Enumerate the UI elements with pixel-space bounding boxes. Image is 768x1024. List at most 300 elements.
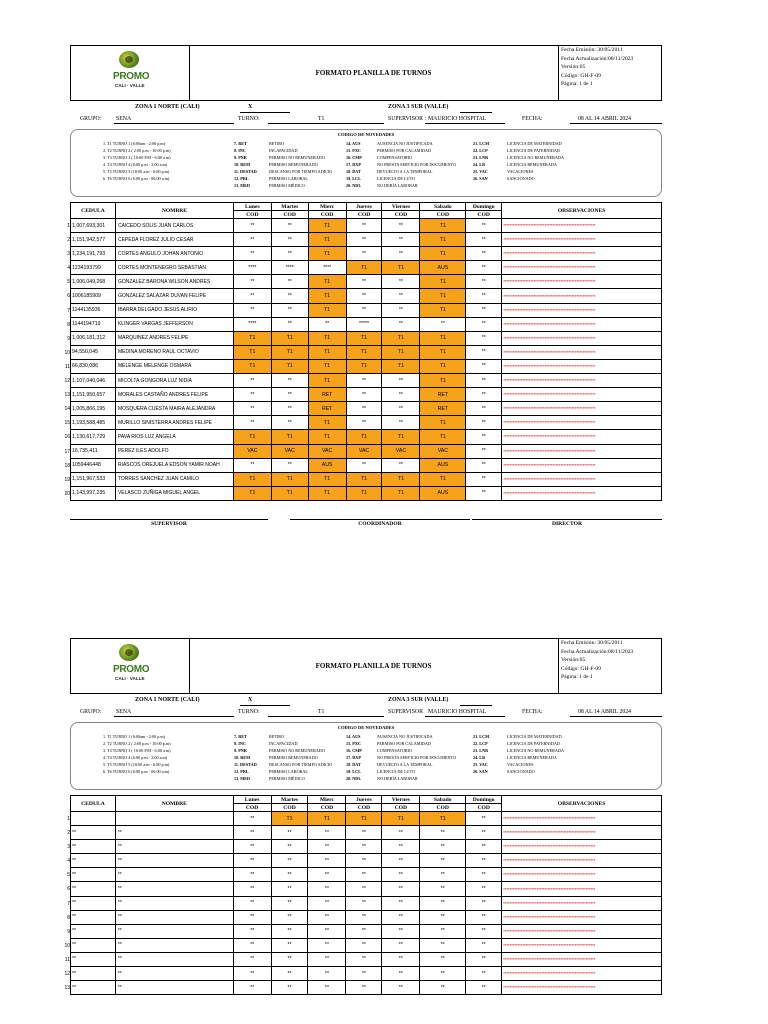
cell-cedula: ** 10 (71, 938, 116, 952)
cell-cedula: 1,151,950,657 13 (71, 388, 116, 402)
cell-day-code: ** (382, 219, 420, 233)
cell-day-code: ** (233, 402, 271, 416)
cell-day-code: ** (466, 247, 502, 261)
cell-day-code: T1 (420, 275, 466, 289)
table-row (71, 219, 662, 233)
table-row (71, 981, 662, 995)
zone-3-label: ZONA 3 SUR (VALLE) (388, 697, 449, 703)
cell-day-code: ** (346, 303, 382, 317)
cell-day-code: T1 (382, 812, 420, 826)
cell-nombre: CAICEDO SOLIS JUAN CARLOS (115, 219, 233, 233)
cell-day-code: T1 (233, 331, 271, 345)
cell-day-code: ** (308, 840, 346, 854)
cell-day-code: ** (420, 967, 466, 981)
cell-day-code: T1 (233, 345, 271, 359)
cell-cedula: 66,830,086 11 (71, 359, 116, 373)
roster-table: CEDULA NOMBRE Lunes Martes Mierc Jueves Viernes Sabado Domingo OBSERVACIONES COD COD COD COD COD COD COD 1 ** T1 T1 T1 T1 T1 ** ********************************************************** ** 2 ** ** ** ** ** ** ** ** ********************************************************** ** 3 ** ** ** ** ** ** ** ** ********************************************************** ** 4 ** ** ** ** ** ** ** ** ********************************************************** ** 5 ** ** ** ** ** ** ** ** ********************************************************** ** 6 ** ** ** ** ** ** ** ** ********************************************************** ** 7 ** ** ** ** ** ** ** ** ********************************************************** ** 8 ** ** ** ** ** ** ** ** ********************************************************** ** 9 ** ** ** ** ** ** ** ** ********************************************************** ** 10 ** ** ** ** ** ** ** ** ********************************************************** ** 11 ** ** ** ** ** ** ** ** ********************************************************** ** 12 ** ** ** ** ** ** ** ** ********************************************************** ** 13 ** ** ** ** ** ** ** ** ********************************************************** (70, 795, 662, 995)
cell-day-code: ** (346, 882, 382, 896)
cell-nombre: CORTES MONTENEGRO SEBASTIAN (115, 261, 233, 275)
table-row (71, 289, 662, 303)
cell-day-code: ** (466, 374, 502, 388)
row-number: 1 (67, 223, 70, 229)
cell-nombre: CEPEDA FLOREZ JULIO CESAR (115, 233, 233, 247)
meta-actualizacion: Fecha Actualización:08/11/2023 (561, 55, 634, 62)
row-number: 20 (64, 490, 70, 497)
cell-day-code: VAC (346, 444, 382, 458)
row-number: 14 (64, 406, 70, 413)
cell-day-code: AUS (420, 458, 466, 472)
cell-cedula: 1144194719 8 (71, 317, 116, 331)
cell-cedula: ** 7 (71, 896, 116, 910)
cell-cedula: 1,005,866,195 14 (71, 402, 116, 416)
row-number: 3 (67, 251, 70, 258)
table-row (71, 303, 662, 317)
cell-day-code: T1 (420, 359, 466, 373)
row-number: 6 (67, 886, 70, 893)
cell-observaciones: ********************************************************** (502, 458, 662, 472)
cell-day-code: ** (420, 882, 466, 896)
codes-col-desc-b: AUSENCIA NO JUSTIFICADA PERMISO POR CALAMIDAD COMPENSATORIO NO PRESTA SERVICIO POR DOCUMENTO DEVUELTO A LA TEMPORAL LICENCIA DE LUTO NO DEBÍA LABORAR (377, 734, 457, 781)
table-row (71, 458, 662, 472)
cell-observaciones: ********************************************************** (502, 840, 662, 854)
cell-day-code: T1 (308, 472, 346, 486)
cell-day-code: ** (271, 840, 308, 854)
cell-day-code: ** (346, 247, 382, 261)
col-martes: Martes (271, 796, 308, 804)
cell-day-code: ** (382, 402, 420, 416)
cell-day-code: ** (271, 896, 308, 910)
document-title: FORMATO PLANILLA DE TURNOS (189, 46, 559, 100)
cell-day-code: T1 (346, 359, 382, 373)
cell-day-code: ***** (346, 317, 382, 331)
cell-day-code: ** (466, 402, 502, 416)
cell-day-code: ** (271, 924, 308, 938)
row-number: 10 (64, 349, 70, 356)
table-row (71, 247, 662, 261)
cell-day-code: T1 (420, 430, 466, 444)
table-row (71, 430, 662, 444)
cell-cedula: 1,007,693,301 1 (71, 219, 116, 233)
cell-nombre: ** (115, 910, 233, 924)
fecha-label: FECHA: (522, 709, 543, 715)
cell-cedula: 94,550,045 10 (71, 345, 116, 359)
cell-day-code: ** (466, 289, 502, 303)
cell-observaciones: ********************************************************** (502, 854, 662, 868)
codes-col-desc-c: LICENCIA DE MATERNIDAD LICENCIA DE PATERNIDAD LICENCIA NO REMUNERADA LICENCIA REMUNERADA VACACIONES SANCIONADO (507, 734, 564, 774)
col-cedula: CEDULA (71, 203, 116, 219)
table-row (71, 345, 662, 359)
cell-day-code: AUS (308, 458, 346, 472)
cell-day-code: ** (346, 952, 382, 966)
cell-day-code: ** (466, 331, 502, 345)
cell-day-code: **** (308, 261, 346, 275)
cell-day-code: VAC (308, 444, 346, 458)
row-number: 8 (67, 914, 70, 921)
cell-day-code: ** (466, 444, 502, 458)
cell-day-code: ** (346, 981, 382, 995)
cell-day-code: ** (466, 233, 502, 247)
cell-day-code: ** (420, 868, 466, 882)
cell-day-code: ** (233, 458, 271, 472)
cell-nombre: ** (115, 938, 233, 952)
cell-day-code: ** (346, 289, 382, 303)
cell-day-code: ** (420, 924, 466, 938)
signature-row (70, 519, 662, 539)
cell-day-code: T1 (233, 486, 271, 500)
logo-globe-icon (119, 644, 139, 661)
cell-observaciones: ********************************************************** (502, 247, 662, 261)
cell-day-code: ** (382, 826, 420, 840)
group-row (70, 112, 662, 125)
cell-day-code: T1 (271, 486, 308, 500)
col-miercoles: Mierc (308, 203, 346, 211)
cell-day-code: ** (346, 910, 382, 924)
cell-nombre: MORALES CASTAÑO ANDRES FELIPE (115, 388, 233, 402)
col-lunes: Lunes (233, 203, 271, 211)
cell-day-code: ** (466, 275, 502, 289)
cell-day-code: ** (466, 219, 502, 233)
cell-day-code: ** (271, 826, 308, 840)
cell-nombre: TORRES SANCHEZ JUAN CAMILO (115, 472, 233, 486)
row-number: 9 (67, 928, 70, 935)
meta-emision: Fecha Emisión: 30/05/2011 (561, 47, 623, 53)
signature-coordinador: COORDINADOR (290, 519, 470, 527)
cell-day-code: ** (233, 812, 271, 826)
group-row (70, 705, 662, 718)
cell-day-code: ** (346, 840, 382, 854)
cell-day-code: ** (420, 952, 466, 966)
cell-day-code: ** (271, 317, 308, 331)
col-nombre: NOMBRE (115, 796, 233, 812)
cell-day-code: ** (382, 303, 420, 317)
fecha-label: FECHA: (522, 116, 543, 122)
cell-nombre: ** (115, 854, 233, 868)
cell-observaciones: ********************************************************** (502, 275, 662, 289)
cell-day-code: T1 (420, 289, 466, 303)
table-row (71, 896, 662, 910)
cell-nombre (115, 812, 233, 826)
cell-cedula: 1,151,942,577 2 (71, 233, 116, 247)
cell-day-code: ** (466, 261, 502, 275)
cell-cedula: 1,006,181,312 9 (71, 331, 116, 345)
cell-day-code: ** (233, 275, 271, 289)
cell-cedula: ** 3 (71, 840, 116, 854)
cell-nombre: KLINGER VARGAS JEFFERSON (115, 317, 233, 331)
cell-cedula: ** 8 (71, 910, 116, 924)
logo-text: PROMO (113, 71, 150, 82)
zone-3-label: ZONA 3 SUR (VALLE) (388, 104, 449, 110)
cell-day-code: ** (466, 896, 502, 910)
cell-day-code: T1 (382, 261, 420, 275)
cell-day-code: ** (308, 952, 346, 966)
cell-day-code: ** (466, 924, 502, 938)
cell-day-code: T1 (420, 303, 466, 317)
codes-col-desc-b: AUSENCIA NO JUSTIFICADA PERMISO POR CALAMIDAD COMPENSATORIO NO PRESTA SERVICIO POR DOCUMENTO DEVUELTO A LA TEMPORAL LICENCIA DE LUTO NO DEBÍA LABORAR (377, 141, 457, 188)
cell-day-code: T1 (308, 275, 346, 289)
cell-nombre: ** (115, 981, 233, 995)
cell-day-code: ** (346, 924, 382, 938)
cell-day-code: T1 (308, 247, 346, 261)
row-number: 9 (67, 335, 70, 342)
cell-observaciones: ********************************************************** (502, 317, 662, 331)
cell-observaciones: ********************************************************** (502, 345, 662, 359)
cell-day-code: T1 (346, 261, 382, 275)
cell-day-code: ** (466, 882, 502, 896)
codes-col-shifts: 1. T1 TURNO 1 (6:00am - 2:00 p.m) 2. T2 TURNO 2 ( 2:00 p.m - 10:00 p.m) 3. T3 TURNO 3 ( 10:00 P.M - 6:00 a.m) 4. T4 TURNO 4 (6:00 p.m - 2:00 a.m) 5. T5 TURNO 5 (18:00 a.m - 6:00 p.m) 6. T6 TURNO 6 (6:00 p.m - 06:00 a.m) (103, 141, 171, 181)
zone-1-label: ZONA 1 NORTE (CALI) (135, 697, 200, 703)
codes-col-codes-b: 14. AUS 15. PXC 16. CMP 17. DXP 18. DAT 19. LCL 20. NDL (346, 734, 362, 781)
meta-version: Versión:05 (561, 64, 586, 71)
cell-day-code: ** (233, 374, 271, 388)
row-number: 6 (67, 293, 70, 300)
cell-day-code: T1 (420, 812, 466, 826)
cell-day-code: T1 (308, 345, 346, 359)
cell-cedula: ** 13 (71, 981, 116, 995)
cell-day-code: T1 (382, 430, 420, 444)
cell-day-code: ** (233, 219, 271, 233)
cell-day-code: ** (420, 317, 466, 331)
cell-day-code: ** (382, 981, 420, 995)
cell-observaciones: ********************************************************** (502, 430, 662, 444)
cell-observaciones: ********************************************************** (502, 967, 662, 981)
cell-day-code: ** (271, 910, 308, 924)
cell-observaciones: ********************************************************** (502, 219, 662, 233)
cell-day-code: ** (420, 896, 466, 910)
cell-nombre: MOSQUERA CUESTA MAIRA ALEJANDRA (115, 402, 233, 416)
cell-cedula: 1,006,049,268 5 (71, 275, 116, 289)
cell-cedula: 16,735,411 17 (71, 444, 116, 458)
cell-observaciones: ********************************************************** (502, 952, 662, 966)
cell-day-code: ** (233, 938, 271, 952)
cell-day-code: ** (271, 882, 308, 896)
cell-day-code: ** (382, 938, 420, 952)
turno-label: TURNO: (238, 709, 260, 715)
cell-day-code: T1 (308, 289, 346, 303)
row-number: 4 (67, 858, 70, 865)
cell-day-code: ** (271, 416, 308, 430)
cell-day-code: ** (466, 952, 502, 966)
codes-col-shifts: 1. T1 TURNO 1 (6:00am - 2:00 p.m) 2. T2 TURNO 2 ( 2:00 p.m - 10:00 p.m) 3. T3 TURNO 3 ( 10:00 P.M - 6:00 a.m) 4. T4 TURNO 4 (6:00 p.m - 2:00 a.m) 5. T5 TURNO 5 (18:00 a.m - 6:00 p.m) 6. T6 TURNO 6 (6:00 p.m - 06:00 a.m) (103, 734, 171, 774)
cell-nombre: MEDINA MORENO RAUL OCTAVIO (115, 345, 233, 359)
cell-day-code: T1 (271, 359, 308, 373)
cell-nombre: GONZALEZ BARONA WILSON ANDRES (115, 275, 233, 289)
cell-day-code: ** (233, 233, 271, 247)
cell-day-code: VAC (420, 444, 466, 458)
cell-day-code: ** (271, 967, 308, 981)
row-number: 5 (67, 872, 70, 879)
cell-observaciones: ********************************************************** (502, 289, 662, 303)
cell-cedula: ** 11 (71, 952, 116, 966)
logo-subtext: CALI · VALLE (115, 676, 145, 681)
cell-day-code: ** (346, 219, 382, 233)
cell-observaciones: ********************************************************** (502, 868, 662, 882)
cell-observaciones: ********************************************************** (502, 981, 662, 995)
cell-day-code: ** (308, 854, 346, 868)
table-row (71, 233, 662, 247)
cell-day-code: ** (466, 345, 502, 359)
cell-day-code: T1 (382, 331, 420, 345)
cell-cedula: 1,193,588,485 15 (71, 416, 116, 430)
cell-nombre: VELASCO ZUÑIGA MIGUEL ANGEL (115, 486, 233, 500)
cell-day-code: T1 (382, 345, 420, 359)
cell-day-code: ** (382, 924, 420, 938)
cell-day-code: ** (271, 289, 308, 303)
col-miercoles: Mierc (308, 796, 346, 804)
supervisor-value: MAURICIO HOSPITAL (428, 709, 487, 715)
cell-day-code: ** (420, 938, 466, 952)
table-row (71, 374, 662, 388)
row-number: 11 (64, 363, 70, 370)
cell-cedula: 1234193799 4 (71, 261, 116, 275)
row-number: 8 (67, 321, 70, 328)
cell-day-code: ** (466, 868, 502, 882)
cell-day-code: T1 (308, 303, 346, 317)
cell-day-code: ** (420, 981, 466, 995)
cell-day-code: ** (233, 388, 271, 402)
table-row (71, 910, 662, 924)
cell-day-code: T1 (382, 486, 420, 500)
cell-day-code: T1 (346, 331, 382, 345)
table-row (71, 924, 662, 938)
col-viernes: Viernes (382, 796, 420, 804)
cell-day-code: ** (466, 854, 502, 868)
table-row (71, 486, 662, 500)
cell-day-code: AUS (420, 486, 466, 500)
row-number: 5 (67, 279, 70, 286)
zone-mark: X (248, 697, 253, 703)
cell-observaciones: ********************************************************** (502, 812, 662, 826)
signature-supervisor: SUPERVISOR (70, 519, 268, 527)
cell-day-code: ** (233, 952, 271, 966)
cell-nombre: ** (115, 967, 233, 981)
col-nombre: NOMBRE (115, 203, 233, 219)
cell-day-code: RET (420, 402, 466, 416)
cell-cedula: 1144135936 7 (71, 303, 116, 317)
cell-day-code: T1 (382, 359, 420, 373)
cell-nombre: IBARRA DELGADO JESUS ALIRIO (115, 303, 233, 317)
cell-day-code: T1 (271, 331, 308, 345)
cell-day-code: T1 (420, 374, 466, 388)
cell-nombre: GONZALEZ SALAZAR DUVAN FELIPE (115, 289, 233, 303)
cell-day-code: ** (382, 275, 420, 289)
cell-observaciones: ********************************************************** (502, 261, 662, 275)
cell-day-code: ** (346, 826, 382, 840)
cell-day-code: ** (271, 854, 308, 868)
cell-day-code: VAC (382, 444, 420, 458)
table-row (71, 854, 662, 868)
cell-day-code: **** (233, 317, 271, 331)
cell-day-code: ** (382, 840, 420, 854)
cell-day-code: ** (308, 826, 346, 840)
row-number: 10 (64, 942, 70, 949)
cell-day-code: T1 (308, 416, 346, 430)
cell-day-code: ** (346, 374, 382, 388)
cell-day-code: ** (308, 882, 346, 896)
cell-day-code: ** (346, 868, 382, 882)
table-row (71, 472, 662, 486)
cell-day-code: RET (308, 402, 346, 416)
turno-value: T1 (318, 116, 325, 122)
cell-day-code: ** (233, 289, 271, 303)
planilla-sheet-2 (64, 638, 662, 995)
cell-day-code: ** (233, 303, 271, 317)
cell-cedula: ** 5 (71, 868, 116, 882)
table-row (71, 261, 662, 275)
cell-observaciones: ********************************************************** (502, 938, 662, 952)
cell-day-code: ** (308, 924, 346, 938)
col-viernes: Viernes (382, 203, 420, 211)
cell-observaciones: ********************************************************** (502, 359, 662, 373)
cell-day-code: ** (346, 458, 382, 472)
codes-col-codes-a: 7. RET 8. INC 9. PNR 10. REM 11. DESTAD 12. PRL 13. MED (234, 734, 257, 781)
row-number: 13 (64, 392, 70, 399)
cell-day-code: ** (382, 952, 420, 966)
cell-observaciones: ********************************************************** (502, 388, 662, 402)
cell-nombre: ** (115, 896, 233, 910)
row-number: 17 (64, 448, 70, 455)
cell-nombre: PAVA RIOS LUZ ANGELA (115, 430, 233, 444)
cell-cedula: 1,151,967,533 19 (71, 472, 116, 486)
cell-day-code: ** (466, 458, 502, 472)
roster-table: CEDULA NOMBRE Lunes Martes Mierc Jueves Viernes Sabado Domingo OBSERVACIONES COD COD COD COD COD COD COD 1,007,693,301 1 CAICEDO SOLIS JUAN CARLOS ** ** T1 ** ** T1 ** ********************************************************** 1,151,942,577 2 CEPEDA FLOREZ JULIO CESAR ** ** T1 ** ** T1 ** ********************************************************** 1,234,191,793 3 CORTES ANGULO JOHAN ANTONIO ** ** T1 ** ** T1 ** ********************************************************** 1234193799 4 CORTES MONTENEGRO SEBASTIAN **** **** **** T1 T1 AUS ** ********************************************************** 1,006,049,268 5 GONZALEZ BARONA WILSON ANDRES ** ** T1 ** ** T1 ** ********************************************************** 1006185909 6 GONZALEZ SALAZAR DUVAN FELIPE ** ** T1 ** ** T1 ** ********************************************************** 1144135936 7 IBARRA DELGADO JESUS ALIRIO ** ** T1 ** ** T1 ** ********************************************************** 1144194719 8 KLINGER VARGAS JEFFERSON **** ** ** ***** ** ** ** ********************************************************** 1,006,181,312 9 MARQUINEZ ANDRES FELIPE T1 T1 T1 T1 T1 T1 ** ********************************************************** 94,550,045 10 MEDINA MORENO RAUL OCTAVIO T1 T1 T1 T1 T1 T1 ** ********************************************************** 66,830,086 11 MELENGE MELENGE OSMARA T1 T1 T1 T1 T1 T1 ** ********************************************************** 1,107,040,046 12 MICOLTA GONGORA LUZ NIDIA ** ** T1 ** ** T1 ** ********************************************************** 1,151,950,657 13 MORALES CASTAÑO ANDRES FELIPE ** ** RET ** ** RET ** ********************************************************** 1,005,866,195 14 MOSQUERA CUESTA MAIRA ALEJANDRA ** ** RET ** ** RET ** ********************************************************** 1,193,588,485 15 MURILLO SINISTERRA ANDRES FELIPE ** ** T1 ** ** T1 ** ********************************************************** 1,130,617,729 16 PAVA RIOS LUZ ANGELA T1 T1 T1 T1 T1 T1 ** ********************************************************** 16,735,411 17 PEREZ ILES ADOLFO VAC VAC VAC VAC VAC VAC ** ********************************************************** 1059446448 18 RIASCOS OREJUELA EDSON YAMIR NOAH ** ** AUS ** ** AUS ** ********************************************************** 1,151,967,533 19 TORRES SANCHEZ JUAN CAMILO T1 T1 T1 T1 T1 T1 ** ********************************************************** 1,143,997,235 20 VELASCO ZUÑIGA MIGUEL ANGEL T1 T1 T1 T1 T1 AUS ** ********************************************************** (70, 202, 662, 501)
table-row (71, 840, 662, 854)
cell-day-code: ** (271, 247, 308, 261)
document-header (70, 45, 662, 101)
cell-day-code: ** (466, 840, 502, 854)
cell-cedula: ** 6 (71, 882, 116, 896)
cell-day-code: ** (382, 967, 420, 981)
row-number: 2 (67, 830, 70, 837)
company-logo (71, 639, 190, 693)
document-title: FORMATO PLANILLA DE TURNOS (189, 639, 559, 693)
row-number: 19 (64, 476, 70, 483)
cell-day-code: ** (382, 882, 420, 896)
cell-day-code: ** (271, 233, 308, 247)
cell-observaciones: ********************************************************** (502, 896, 662, 910)
cell-observaciones: ********************************************************** (502, 472, 662, 486)
cell-nombre: PEREZ ILES ADOLFO (115, 444, 233, 458)
cell-day-code: ** (233, 910, 271, 924)
row-number: 18 (64, 462, 70, 469)
cell-day-code: ** (233, 967, 271, 981)
cell-day-code: ** (420, 826, 466, 840)
cell-nombre: MARQUINEZ ANDRES FELIPE (115, 331, 233, 345)
cell-day-code: AUS (420, 261, 466, 275)
cell-day-code: T1 (271, 345, 308, 359)
table-row (71, 826, 662, 840)
cell-day-code: **** (271, 261, 308, 275)
cell-observaciones: ********************************************************** (502, 910, 662, 924)
cell-day-code: ** (346, 896, 382, 910)
cell-cedula: ** 4 (71, 854, 116, 868)
cell-cedula: 1,130,617,729 16 (71, 430, 116, 444)
cell-day-code: ** (382, 416, 420, 430)
cell-day-code: ** (382, 458, 420, 472)
meta-codigo: Código: GH-F-09 (561, 72, 601, 79)
cell-day-code: ** (382, 388, 420, 402)
cell-nombre: ** (115, 826, 233, 840)
cell-day-code: ** (271, 868, 308, 882)
cell-day-code: ** (382, 868, 420, 882)
cell-day-code: ** (466, 938, 502, 952)
cell-day-code: T1 (233, 359, 271, 373)
table-row (71, 444, 662, 458)
cell-cedula: 1006185909 6 (71, 289, 116, 303)
cell-day-code: T1 (271, 430, 308, 444)
cell-day-code: ** (308, 910, 346, 924)
cell-cedula: ** 12 (71, 967, 116, 981)
cell-day-code: ** (466, 910, 502, 924)
